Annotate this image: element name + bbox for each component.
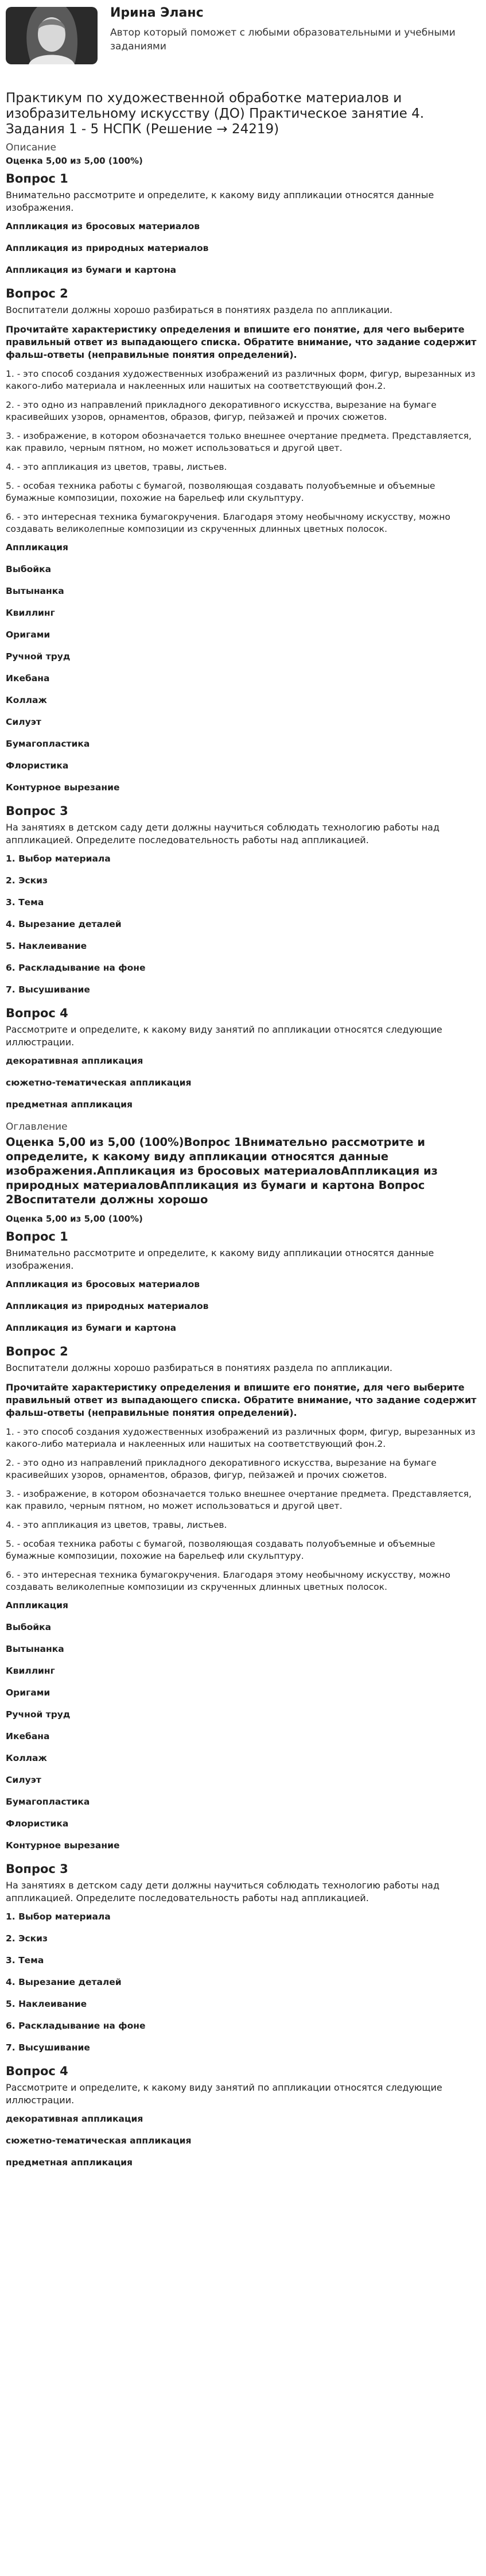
author-description: Автор который поможет с любыми образовательными и учебными заданиями — [110, 27, 456, 52]
author-block — [6, 0, 480, 91]
question-4-text: Рассмотрите и определите, к какому виду занятий по аппликации относятся следующие иллюстрации. — [6, 1024, 442, 1048]
step-item: 4. Вырезание деталей — [6, 1977, 122, 1987]
term-item: Контурное вырезание — [6, 1840, 120, 1851]
term-item: Вытынанка — [6, 1644, 64, 1654]
term-item: Ручной труд — [6, 1709, 71, 1720]
term-item: Флористика — [6, 760, 69, 771]
q1-option: Аппликация из бумаги и картона — [6, 265, 177, 275]
question-3-title: Вопрос 3 — [6, 804, 68, 818]
term-item: Аппликация — [6, 1600, 68, 1611]
term-item: Флористика — [6, 1818, 69, 1829]
term-item: Икебана — [6, 673, 50, 683]
question-1-title: Вопрос 1 — [6, 172, 68, 186]
avatar-image — [6, 7, 98, 64]
question-2-title: Вопрос 2 — [6, 287, 68, 300]
term-item: Коллаж — [6, 1753, 47, 1763]
step-item: 1. Выбор материала — [6, 853, 111, 864]
q4-option: сюжетно-тематическая аппликация — [6, 2135, 192, 2146]
definition-item: 3. - изображение, в котором обозначается только внешнее очертание предмета. Представляется, как правило, черным пятном, но может использоваться и другой цвет. — [6, 431, 472, 453]
q1-option: Аппликация из бумаги и картона — [6, 1323, 177, 1333]
q1-option: Аппликация из бросовых материалов — [6, 1279, 200, 1289]
question-2-instruction-repeat: Прочитайте характеристику определения и впишите его понятие, для чего выберите правильный ответ из выпадающего списка. Обратите внимание, что задание содержит фальш-ответы (неправильные понятия определений). — [6, 1382, 477, 1418]
author-name[interactable]: Ирина Эланс — [110, 6, 204, 20]
step-item: 5. Наклеивание — [6, 941, 87, 951]
definition-item: 6. - это интересная техника бумагокручения. Благодаря этому необычному искусству, можно создавать великолепные композиции из скрученных длинных цветных полосок. — [6, 1570, 450, 1592]
term-item: Икебана — [6, 1731, 50, 1741]
definition-item: 2. - это одно из направлений прикладного декоративного искусства, вырезание на бумаге красивейших узоров, орнаментов, образов, фигур, пейзажей и прочих сюжетов. — [6, 1458, 437, 1480]
term-item: Ручной труд — [6, 651, 71, 662]
question-3-text: На занятиях в детском саду дети должны научиться соблюдать технологию работы над аппликацией. Определите последовательность работы над аппликацией. — [6, 822, 440, 845]
step-item: 7. Высушивание — [6, 2042, 90, 2053]
term-item: Оригами — [6, 629, 50, 640]
q4-option: сюжетно-тематическая аппликация — [6, 1077, 192, 1088]
definition-item: 3. - изображение, в котором обозначается только внешнее очертание предмета. Представляется, как правило, черным пятном, но может использоваться и другой цвет. — [6, 1489, 472, 1511]
toc-summary: Оценка 5,00 из 5,00 (100%)Вопрос 1Внимательно рассмотрите и определите, к какому виду аппликации относятся данные изображения.Аппликация из бросовых материаловАппликация из природных материаловАппликация из бумаги и картона Вопрос 2Воспитатели должны хорошо — [6, 1136, 438, 1206]
question-2-instruction: Прочитайте характеристику определения и впишите его понятие, для чего выберите правильный ответ из выпадающего списка. Обратите внимание, что задание содержит фальш-ответы (неправильные понятия определений). — [6, 324, 477, 360]
question-2-text: Воспитатели должны хорошо разбираться в понятиях раздела по аппликации. — [6, 304, 392, 315]
term-item: Квиллинг — [6, 1666, 55, 1676]
term-item: Бумагопластика — [6, 739, 90, 749]
term-item: Силуэт — [6, 717, 41, 727]
term-item: Бумагопластика — [6, 1797, 90, 1807]
step-item: 3. Тема — [6, 1955, 44, 1965]
term-item: Выбойка — [6, 1622, 52, 1632]
step-item: 6. Раскладывание на фоне — [6, 2021, 146, 2031]
term-item: Контурное вырезание — [6, 782, 120, 793]
term-item: Коллаж — [6, 695, 47, 705]
step-item: 2. Эскиз — [6, 875, 48, 886]
step-item: 2. Эскиз — [6, 1933, 48, 1944]
term-item: Силуэт — [6, 1775, 41, 1785]
term-item: Выбойка — [6, 564, 52, 574]
question-3-text-repeat: На занятиях в детском саду дети должны научиться соблюдать технологию работы над аппликацией. Определите последовательность работы над аппликацией. — [6, 1880, 440, 1903]
q1-option: Аппликация из бросовых материалов — [6, 221, 200, 231]
step-item: 7. Высушивание — [6, 984, 90, 995]
definition-item: 1. - это способ создания художественных изображений из различных форм, фигур, вырезанных из какого-либо материала и наклеенных или нашитых на соответствующий фон.2. — [6, 369, 476, 391]
description-label: Описание — [6, 142, 56, 153]
definition-item: 5. - особая техника работы с бумагой, позволяющая создавать полуобъемные и объемные бумажные композиции, похожие на барельеф или скульптуру. — [6, 481, 436, 503]
term-item: Аппликация — [6, 542, 68, 553]
term-item: Оригами — [6, 1687, 50, 1698]
step-item: 5. Наклеивание — [6, 1999, 87, 2009]
question-4-text-repeat: Рассмотрите и определите, к какому виду занятий по аппликации относятся следующие иллюстрации. — [6, 2082, 442, 2106]
definition-item: 5. - особая техника работы с бумагой, позволяющая создавать полуобъемные и объемные бумажные композиции, похожие на барельеф или скульптуру. — [6, 1539, 436, 1561]
toc-label: Оглавление — [6, 1121, 68, 1133]
page-title: Практикум по художественной обработке материалов и изобразительному искусству (ДО) Практическое занятие 4. Задания 1 - 5 НСПК (Решение → 24219) — [6, 91, 425, 137]
q1-option: Аппликация из природных материалов — [6, 243, 209, 253]
q4-option: декоративная аппликация — [6, 1056, 143, 1066]
question-1-text: Внимательно рассмотрите и определите, к какому виду аппликации относятся данные изображения. — [6, 190, 434, 213]
term-item: Вытынанка — [6, 586, 64, 596]
question-4-title-repeat: Вопрос 4 — [6, 2064, 68, 2078]
question-2-text-repeat: Воспитатели должны хорошо разбираться в понятиях раздела по аппликации. — [6, 1362, 392, 1373]
step-item: 6. Раскладывание на фоне — [6, 963, 146, 973]
definition-item: 4. - это аппликация из цветов, травы, листьев. — [6, 1520, 227, 1530]
step-item: 1. Выбор материала — [6, 1911, 111, 1922]
question-4-title: Вопрос 4 — [6, 1006, 68, 1020]
step-item: 4. Вырезание деталей — [6, 919, 122, 929]
question-1-title-repeat: Вопрос 1 — [6, 1230, 68, 1243]
definition-item: 6. - это интересная техника бумагокручения. Благодаря этому необычному искусству, можно создавать великолепные композиции из скрученных длинных цветных полосок. — [6, 512, 450, 534]
q4-option: предметная аппликация — [6, 2157, 133, 2168]
q1-option: Аппликация из природных материалов — [6, 1301, 209, 1311]
q4-option: предметная аппликация — [6, 1099, 133, 1110]
q4-option: декоративная аппликация — [6, 2114, 143, 2124]
score-text-repeat: Оценка 5,00 из 5,00 (100%) — [6, 1214, 143, 1224]
score-text: Оценка 5,00 из 5,00 (100%) — [6, 156, 143, 166]
question-3-title-repeat: Вопрос 3 — [6, 1862, 68, 1876]
author-info — [110, 5, 480, 53]
definition-item: 1. - это способ создания художественных изображений из различных форм, фигур, вырезанных из какого-либо материала и наклеенных или нашитых на соответствующий фон.2. — [6, 1427, 476, 1449]
definition-item: 2. - это одно из направлений прикладного декоративного искусства, вырезание на бумаге красивейших узоров, орнаментов, образов, фигур, пейзажей и прочих сюжетов. — [6, 400, 437, 422]
step-item: 3. Тема — [6, 897, 44, 907]
term-item: Квиллинг — [6, 608, 55, 618]
question-2-title-repeat: Вопрос 2 — [6, 1345, 68, 1358]
question-1-text-repeat: Внимательно рассмотрите и определите, к какому виду аппликации относятся данные изображения. — [6, 1248, 434, 1271]
avatar[interactable] — [6, 7, 98, 64]
definition-item: 4. - это аппликация из цветов, травы, листьев. — [6, 462, 227, 472]
